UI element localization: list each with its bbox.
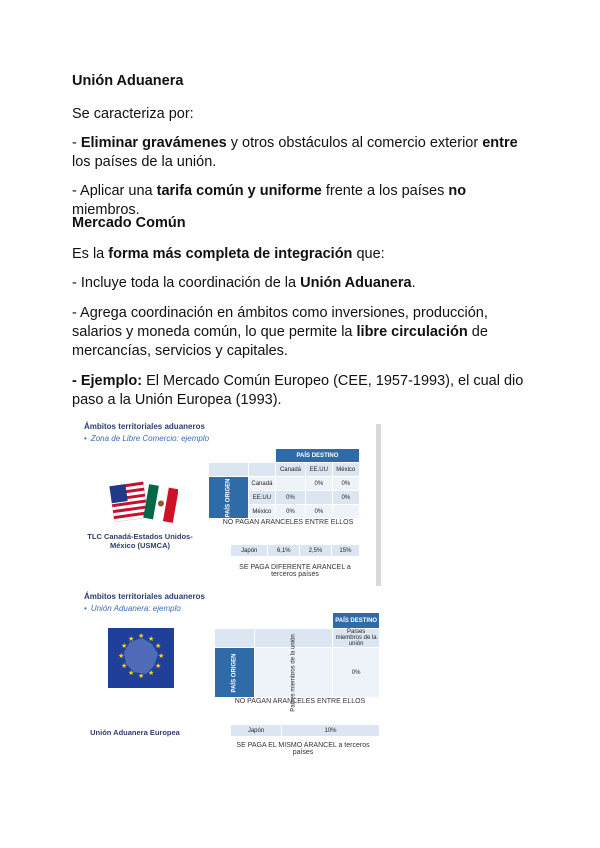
svg-text:★: ★ bbox=[121, 642, 128, 650]
table-cell: 0% bbox=[306, 477, 332, 491]
origin-header-text: PAÍS ORIGEN bbox=[225, 478, 232, 517]
svg-text:★: ★ bbox=[155, 662, 162, 670]
section2-item3 bbox=[72, 372, 532, 410]
blank-cell bbox=[209, 463, 249, 477]
column-header: EE.UU bbox=[306, 463, 332, 477]
note-different-tariff: SE PAGA DIFERENTE ARANCEL a terceros países bbox=[239, 564, 351, 578]
item-bold: Unión Aduanera bbox=[300, 275, 412, 291]
item-bold: tarifa común y uniforme bbox=[156, 183, 322, 199]
svg-text:★: ★ bbox=[158, 652, 165, 660]
blank-cell bbox=[248, 463, 275, 477]
note-same-tariff: SE PAGA EL MISMO ARANCEL a terceros países bbox=[236, 742, 370, 756]
table-cell: 6,1% bbox=[268, 545, 300, 557]
bullet-icon: • bbox=[84, 604, 87, 613]
row-label: Japón bbox=[231, 545, 268, 557]
column-header: México bbox=[332, 463, 359, 477]
table-cell: 0% bbox=[306, 505, 332, 519]
section2-item2 bbox=[72, 304, 532, 361]
svg-text:★: ★ bbox=[128, 635, 135, 643]
slide-usmca bbox=[78, 420, 382, 590]
blank-cell bbox=[215, 613, 255, 629]
item-text: frente a los países bbox=[321, 183, 449, 199]
svg-text:★: ★ bbox=[121, 662, 128, 670]
origin-header-text: PAÍS ORIGEN bbox=[231, 653, 238, 692]
blank-cell bbox=[248, 449, 275, 463]
note-no-tariffs: NO PAGAN ARANCELES ENTRE ELLOS bbox=[222, 519, 354, 526]
bullet-text: Unión Aduanera: ejemplo bbox=[90, 604, 181, 613]
origin-header bbox=[215, 648, 255, 698]
svg-text:★: ★ bbox=[138, 672, 145, 680]
section2-intro bbox=[72, 245, 532, 264]
column-header: Canadá bbox=[275, 463, 305, 477]
table-cell: 0% bbox=[332, 477, 359, 491]
item-bold: entre bbox=[482, 135, 518, 151]
column-header: Países miembros de la unión bbox=[333, 629, 380, 648]
bullet-text: Zona de Libre Comercio: ejemplo bbox=[90, 434, 210, 443]
row-label-text: Países miembros de la unión bbox=[290, 633, 297, 712]
row-label: EE.UU bbox=[248, 491, 275, 505]
item-text: de mercancías, servicios y capitales. bbox=[72, 324, 488, 359]
slide-bullet bbox=[84, 434, 209, 443]
svg-text:★: ★ bbox=[155, 642, 162, 650]
item-prefix: - bbox=[72, 373, 81, 389]
slide-bullet bbox=[84, 604, 181, 613]
item-text: los países de la unión. bbox=[72, 154, 217, 170]
flags-usa-mexico-icon bbox=[108, 478, 178, 530]
dest-header: PAÍS DESTINO bbox=[275, 449, 359, 463]
slide-scrollbar[interactable] bbox=[376, 424, 381, 586]
item-bold: no bbox=[448, 183, 467, 199]
section-title-union-aduanera: Unión Aduanera bbox=[72, 73, 184, 89]
item-bold: libre circulación bbox=[356, 324, 468, 340]
slide-caption: Unión Aduanera Europea bbox=[90, 728, 180, 737]
section1-item1 bbox=[72, 134, 532, 172]
blank-cell bbox=[254, 613, 332, 629]
section1-intro: Se caracteriza por: bbox=[72, 106, 194, 122]
slide-union-aduanera bbox=[78, 590, 382, 770]
table-cell bbox=[332, 505, 359, 519]
intro-text: Es la bbox=[72, 246, 109, 262]
item-prefix: - bbox=[72, 135, 81, 151]
origin-header bbox=[209, 477, 249, 519]
item-prefix: - Aplicar una bbox=[72, 183, 157, 199]
eu-map-icon bbox=[108, 628, 174, 688]
table-cell: 0% bbox=[333, 648, 380, 698]
blank-cell bbox=[209, 449, 249, 463]
svg-text:★: ★ bbox=[128, 669, 135, 677]
slide-title: Ámbitos territoriales aduaneros bbox=[84, 422, 205, 431]
table-cell bbox=[306, 491, 332, 505]
row-label: Canadá bbox=[248, 477, 275, 491]
bullet-icon: • bbox=[84, 434, 87, 443]
item-text: El Mercado Común Europeo (CEE, 1957-1993), el cual dio paso a la Unión Europea (1993). bbox=[72, 373, 524, 408]
note-no-tariffs: NO PAGAN ARANCELES ENTRE ELLOS bbox=[234, 698, 366, 705]
row-label: México bbox=[248, 505, 275, 519]
table-cell bbox=[275, 477, 305, 491]
blank-cell bbox=[215, 629, 255, 648]
table-cell: 15% bbox=[331, 545, 359, 557]
item-bold: Eliminar gravámenes bbox=[80, 135, 227, 151]
item-text: . bbox=[411, 275, 416, 291]
table-cell: 0% bbox=[332, 491, 359, 505]
svg-text:★: ★ bbox=[138, 632, 145, 640]
item-bold: Ejemplo: bbox=[80, 373, 143, 389]
item-text: miembros. bbox=[72, 202, 140, 218]
dest-header: PAÍS DESTINO bbox=[333, 613, 380, 629]
table-cell: 0% bbox=[275, 491, 305, 505]
item-text: y otros obstáculos al comercio exterior bbox=[226, 135, 483, 151]
svg-text:★: ★ bbox=[118, 652, 125, 660]
table-cell: 0% bbox=[275, 505, 305, 519]
svg-text:★: ★ bbox=[148, 669, 155, 677]
slide-caption: TLC Canadá-Estados Unidos-México (USMCA) bbox=[87, 532, 193, 550]
intro-text: que: bbox=[352, 246, 385, 262]
section2-item1 bbox=[72, 274, 532, 293]
item-text: - Incluye toda la coordinación de la bbox=[72, 275, 301, 291]
section-title-mercado-comun: Mercado Común bbox=[72, 215, 186, 231]
japan-row-table bbox=[230, 544, 360, 557]
japan-row-table bbox=[230, 724, 380, 737]
row-label: Japón bbox=[231, 725, 282, 737]
tariff-table bbox=[208, 448, 360, 519]
item-text: - Agrega coordinación en ámbitos como inversiones, producción, salarios y moneda común, lo que permite la bbox=[72, 305, 488, 340]
intro-bold: forma más completa de integración bbox=[108, 246, 353, 262]
table-cell: 10% bbox=[282, 725, 380, 737]
svg-text:★: ★ bbox=[148, 635, 155, 643]
table-cell: 2,5% bbox=[300, 545, 332, 557]
slide-title: Ámbitos territoriales aduaneros bbox=[84, 592, 205, 601]
